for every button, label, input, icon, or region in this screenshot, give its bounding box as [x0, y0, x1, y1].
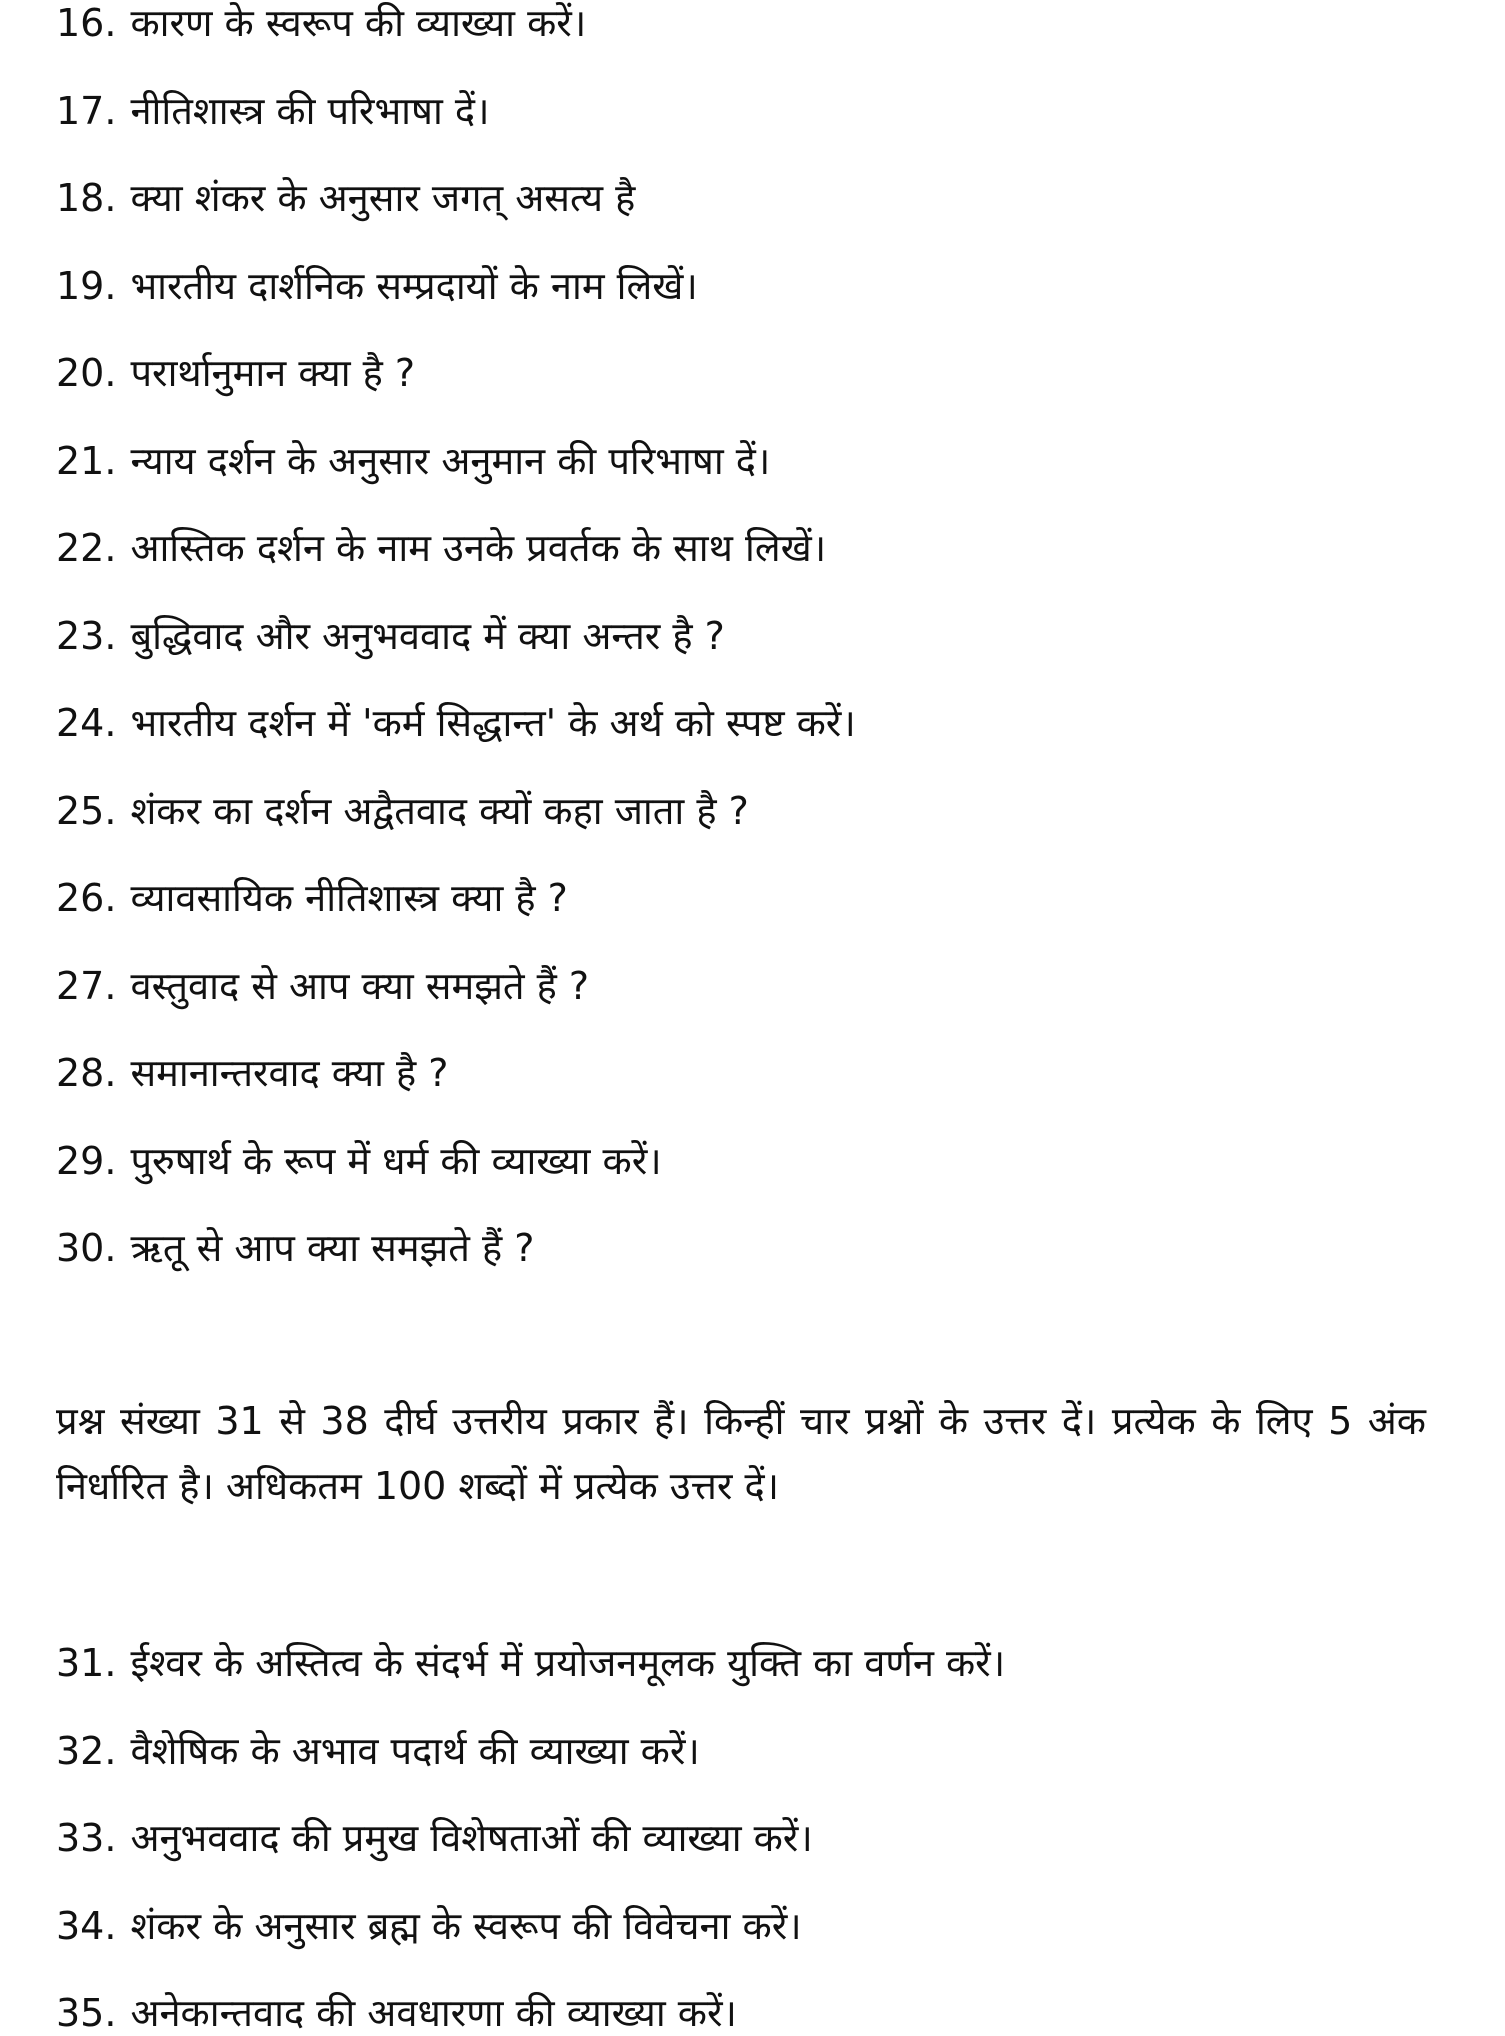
question-number: 33. [56, 1816, 117, 1860]
question-number: 23. [56, 614, 117, 658]
question-text: ऋतू से आप क्या समझते हैं ? [130, 1226, 535, 1270]
question-item [56, 875, 568, 921]
question-item [56, 1050, 448, 1096]
question-number: 28. [56, 1051, 117, 1095]
question-text: न्याय दर्शन के अनुसार अनुमान की परिभाषा दें। [130, 439, 771, 483]
question-number: 35. [56, 1991, 117, 2035]
question-text: भारतीय दार्शनिक सम्प्रदायों के नाम लिखें। [130, 264, 698, 308]
question-number: 19. [56, 264, 117, 308]
question-text: पुरुषार्थ के रूप में धर्म की व्याख्या करें। [130, 1139, 662, 1183]
question-text: ईश्वर के अस्तित्व के संदर्भ में प्रयोजनमूलक युक्ति का वर्णन करें। [130, 1641, 1006, 1685]
question-item [56, 88, 490, 134]
question-item [56, 1640, 1005, 1686]
question-text: परार्थानुमान क्या है ? [130, 351, 416, 395]
question-number: 31. [56, 1641, 117, 1685]
question-item [56, 963, 589, 1009]
question-number: 16. [56, 1, 117, 45]
question-text: अनेकान्तवाद की अवधारणा की व्याख्या करें। [130, 1991, 737, 2035]
question-text: अनुभववाद की प्रमुख विशेषताओं की व्याख्या करें। [130, 1816, 813, 1860]
question-number: 18. [56, 176, 117, 220]
question-item [56, 1990, 737, 2036]
question-item [56, 1225, 534, 1271]
question-text: शंकर का दर्शन अद्वैतवाद क्यों कहा जाता है ? [130, 789, 749, 833]
question-text: कारण के स्वरूप की व्याख्या करें। [130, 1, 587, 45]
question-number: 24. [56, 701, 117, 745]
question-number: 34. [56, 1904, 117, 1948]
question-number: 21. [56, 439, 117, 483]
question-text: क्या शंकर के अनुसार जगत् असत्य है [130, 176, 636, 220]
question-item [56, 1815, 813, 1861]
question-item [56, 613, 725, 659]
question-item [56, 525, 826, 571]
question-item [56, 1138, 662, 1184]
question-text: समानान्तरवाद क्या है ? [130, 1051, 449, 1095]
question-number: 22. [56, 526, 117, 570]
question-item [56, 350, 415, 396]
question-number: 30. [56, 1226, 117, 1270]
question-item [56, 1903, 802, 1949]
question-text: भारतीय दर्शन में 'कर्म सिद्धान्त' के अर्थ को स्पष्ट करें। [130, 701, 856, 745]
question-number: 20. [56, 351, 117, 395]
question-text: शंकर के अनुसार ब्रह्म के स्वरूप की विवेचना करें। [130, 1904, 802, 1948]
question-text: नीतिशास्त्र की परिभाषा दें। [130, 89, 490, 133]
question-item [56, 175, 635, 221]
question-item [56, 1728, 700, 1774]
question-item [56, 438, 770, 484]
question-text: वैशेषिक के अभाव पदार्थ की व्याख्या करें। [130, 1729, 700, 1773]
question-number: 29. [56, 1139, 117, 1183]
question-text: बुद्धिवाद और अनुभववाद में क्या अन्तर है ? [130, 614, 725, 658]
question-text: आस्तिक दर्शन के नाम उनके प्रवर्तक के साथ लिखें। [130, 526, 827, 570]
question-item [56, 0, 586, 46]
section-instructions: प्रश्न संख्या 31 से 38 दीर्घ उत्तरीय प्रकार हैं। किन्हीं चार प्रश्नों के उत्तर दें। प्रत्येक के लिए 5 अंक निर्धारित है। अधिकतम 100 शब्दों में प्रत्येक उत्तर दें। [56, 1399, 1426, 1508]
question-number: 25. [56, 789, 117, 833]
question-number: 26. [56, 876, 117, 920]
question-number: 32. [56, 1729, 117, 1773]
question-item [56, 263, 698, 309]
question-number: 17. [56, 89, 117, 133]
question-item [56, 788, 749, 834]
question-item [56, 700, 856, 746]
question-text: वस्तुवाद से आप क्या समझते हैं ? [130, 964, 590, 1008]
question-number: 27. [56, 964, 117, 1008]
question-text: व्यावसायिक नीतिशास्त्र क्या है ? [130, 876, 568, 920]
